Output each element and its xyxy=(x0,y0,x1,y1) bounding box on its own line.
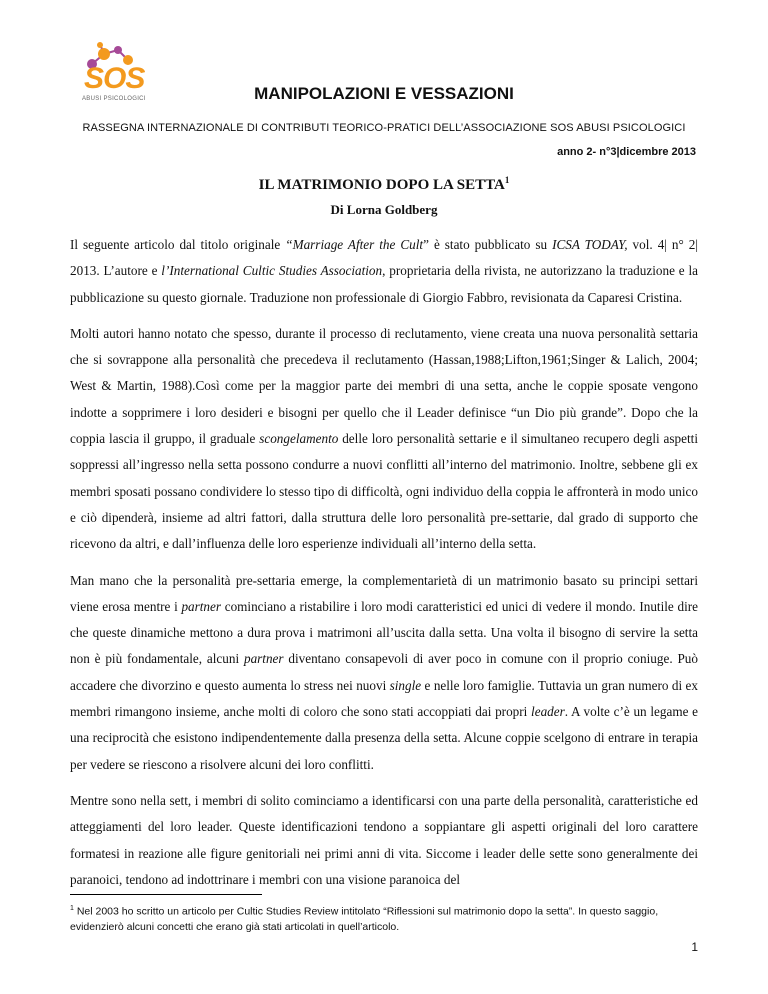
article-title xyxy=(0,175,768,194)
footnote xyxy=(70,901,698,935)
journal-title: MANIPOLAZIONI E VESSAZIONI xyxy=(254,84,514,103)
footnote-number: 1 xyxy=(70,905,74,912)
footnote-text: Nel 2003 ho scritto un articolo per Cultic Studies Review intitolato “Riflessioni sul matrimonio dopo la setta”. In questo saggio, evidenzierò alcuni concetti che erano già stati articolati in quell’articolo. xyxy=(70,905,659,933)
journal-subtitle: RASSEGNA INTERNAZIONALE DI CONTRIBUTI TEORICO-PRATICI DELL’ASSOCIAZIONE SOS ABUSI PSICOLOGICI xyxy=(82,122,686,134)
logo-subtext: ABUSI PSICOLOGICI xyxy=(82,96,146,102)
page-number: 1 xyxy=(691,940,698,954)
footnote-ref[interactable]: 1 xyxy=(504,175,510,185)
paragraph-1: Il seguente articolo dal titolo originale “Marriage After the Cult” è stato pubblicato su ICSA TODAY, vol. 4| n° 2| 2013. L’autore e l’International Cultic Studies Association, proprietaria della rivista, ne autorizzano la traduzione e la pubblicazione su questo giornale. Traduzione non professionale di Giorgio Fabbro, revisionata da Caparesi Cristina. xyxy=(70,237,699,305)
paragraph-4: Mentre sono nella sett, i membri di solito cominciamo a identificarsi con una parte della personalità, caratteristiche ed atteggiamenti del loro leader. Queste identificazioni tendono a soppiantare gli aspetti originali del loro carattere formatesi in reazione alle figure genitoriali nei primi anni di vita. Siccome i leader delle sette sono generalmente dei paranoici, tendono ad indottrinare i membri con una visione paranoica del xyxy=(70,792,698,887)
footnote-divider xyxy=(70,894,262,895)
article-title-text: IL MATRIMONIO DOPO LA SETTA xyxy=(258,177,505,193)
article-body xyxy=(70,232,698,903)
paragraph-2: Molti autori hanno notato che spesso, durante il processo di reclutamento, viene creata una nuova personalità settaria che si sovrappone alla personalità che precedeva il reclutamento (Hassan,1988;Lifton,1961;Singer & Lalich, 2004; West & Martin, 1988).Così come per la maggior parte dei membri di una setta, anche le coppie sposate vengono indotte a sopprimere i loro desideri e bisogni per quello che il Leader definisce “un Dio più grande”. Dopo che la coppia lascia il gruppo, il graduale scongelamento delle loro personalità settarie e il simultaneo recupero degli aspetti soppressi all’ingresso nella setta possono condurre a nuovi conflitti all’interno del matrimonio. Inoltre, sebbene gli ex membri sposati possano condividere lo stesso tipo di difficoltà, ogni individuo della coppia le affronterà in modo unico e ciò dipenderà, insieme ad altri fattori, dalla struttura delle loro personalità pre-settarie, dal grado di supporto che ricevono da altri, e dall’influenza delle loro esperienze individuali all’interno della setta. xyxy=(70,325,698,552)
issue-info: anno 2- n°3|dicembre 2013 xyxy=(557,146,696,158)
paragraph-3: Man mano che la personalità pre-settaria emerge, la complementarietà di un matrimonio basato su principi settari viene erosa mentre i partner cominciano a ristabilire i loro modi caratteristici ed unici di vedere il mondo. Inutile dire che queste dinamiche mettono a dura prova i matrimoni all’uscita dalla setta. Una volta il bisogno di servire la setta non è più fondamentale, alcuni partner diventano consapevoli di aver poco in comune con il proprio coniuge. Può accadere che divorzino e questo aumenta lo stress nei nuovi single e nelle loro famiglie. Tuttavia un gran numero di ex membri rimangono insieme, anche molti di coloro che sono stati accoppiati dai propri leader. A volte c’è un legame e una reciprocità che esistono indipendentemente dalla presenza della setta. Alcune coppie scelgono di entrare in terapia per vedere se riescono a risolvere alcuni dei loro conflitti. xyxy=(70,572,698,772)
article-author: Di Lorna Goldberg xyxy=(330,202,438,217)
logo-text: SOS xyxy=(84,62,145,95)
